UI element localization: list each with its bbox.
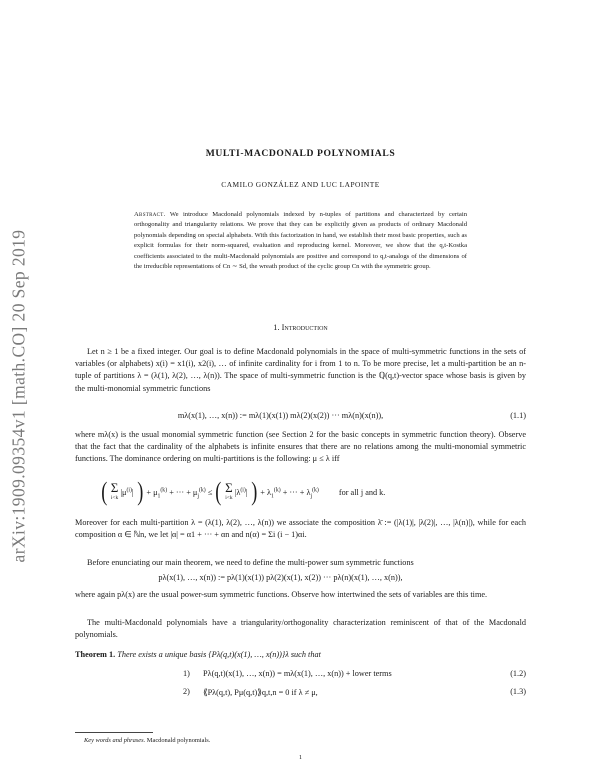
footnote-rule (75, 732, 153, 733)
equation-power-sum-body: pλ(x(1), …, x(n)) := pλ(1)(x(1)) pλ(2)(x(1), x(2)) ··· pλ(n)(x(1), …, x(n)), (158, 573, 403, 582)
paragraph-composition: Moreover for each multi-partition λ = (λ(1), λ(2), …, λ(n)) we associate the composition λ̄ := (|λ(1)|, |λ(2)|, …, |λ(n)|), while for each composition α ∈ ℕn, we let |α| = α1 + ··· + αn and n(α) = Σi (i − 1)αi. (75, 518, 526, 540)
equation-power-sum (75, 573, 526, 587)
paragraph-power-sum: Before enunciating our main theorem, we need to define the multi-power sum symmetric functions (87, 558, 414, 567)
equation-1-3-number: (1.3) (510, 687, 526, 696)
paragraph-dominance: where mλ(x) is the usual monomial symmetric function (see Section 2 for the basic concepts in symmetric function theory). Observe that the fact that the cardinality of the alphabets is infinite ensures that there are no relations among the multi-monomial symmetric functions. The dominance ordering on multi-partitions is the following: μ ≤ λ iff (75, 430, 526, 464)
theorem-item-body: Pλ(q,t)(x(1), …, x(n)) = mλ(x(1), …, x(n)) + lower terms (203, 669, 392, 678)
paragraph-power-sum-note: where again pλ(x) are the usual power-sum symmetric functions. Observe how intertwined the sets of variables are this time. (75, 590, 488, 599)
paragraph-triangularity: The multi-Macdonald polynomials have a triangularity/orthogonality characterization reminiscent of that of the Macdonald polynomials. (75, 618, 526, 640)
paragraph-intro: Let n ≥ 1 be a fixed integer. Our goal is to define Macdonald polynomials in the space of multi-symmetric functions in the sets of variables (or alphabets) x(i) = x1(i), x2(i), … of infinite cardinality for i from 1 to n. To be more precise, let a multi-partition be an n-tuple of partitions λ = (λ(1), λ(2), …, λ(n)). The space of multi-symmetric function is the ℚ(q,t)-vector space whose basis is given by the multi-monomial symmetric functions (75, 347, 526, 393)
section-heading (75, 323, 526, 332)
arxiv-id: arXiv:1909.09354v1 [math.CO] 20 Sep 2019 (8, 229, 29, 562)
theorem-item-label: 2) (183, 687, 190, 696)
equation-1-2-number: (1.2) (510, 669, 526, 678)
arxiv-sidebar-stamp (2, 168, 36, 623)
page-number: 1 (298, 754, 303, 761)
theorem-1 (75, 650, 526, 659)
dominance-inequality: ( Σ i<k $|\mu^{(i)}|$ ) + $\mu_1^{(k)}$ + ··· + $\mu_j^{(k)}$ ≤ ( Σ i<k $|\lambda^{(i)}|$ ) + $\lambda_1^{(k)}$ + ··· + $\lambda_j^{(k)}$ for all j and k. (101, 477, 386, 506)
footnote-label: Key words and phrases. (84, 737, 146, 744)
theorem-heading: Theorem 1. (75, 650, 116, 659)
equation-1-1 (75, 411, 526, 425)
paper-title: MULTI-MACDONALD POLYNOMIALS (205, 148, 396, 159)
dominance-condition: for all j and k. (338, 487, 386, 497)
equation-1-1-body: mλ(x(1), …, x(n)) := mλ(1)(x(1)) mλ(2)(x(2)) ··· mλ(n)(x(n)), (177, 411, 384, 420)
section-title: Introduction (281, 323, 328, 332)
section-number: 1. (273, 323, 280, 332)
abstract-text: We introduce Macdonald polynomials indexed by n-tuples of partitions and characterized by certain orthogonality and triangularity relations. We prove that they can be explicitly given as products of ordinary Macdonald polynomials depending on special alphabets. With this factorization in hand, we establish their most basic properties, such as explicit formulas for their norm-squared, evaluation and reproducing kernel. Moreover, we show that the q,t-Kostka coefficients associated to the multi-Macdonald polynomials are positive and correspond to q,t-analogs of the dimensions of the irreducible representations of Cn ∼ Sd, the wreath product of the cyclic group Cn with the symmetric group. (134, 211, 467, 271)
abstract (134, 210, 467, 272)
theorem-item-2 (75, 687, 526, 701)
footnote-text: Macdonald polynomials. (146, 737, 211, 744)
abstract-label: Abstract. (134, 211, 166, 218)
paper-authors: CAMILO GONZÁLEZ AND LUC LAPOINTE (221, 180, 380, 189)
theorem-statement: There exists a unique basis {Pλ(q,t)(x(1), …, x(n))}λ such that (117, 650, 321, 659)
theorem-item-1 (75, 669, 526, 683)
theorem-item-label: 1) (183, 669, 190, 678)
equation-1-1-number: (1.1) (510, 411, 526, 420)
footnote (84, 737, 524, 744)
theorem-item-body: ⟪Pλ(q,t), Pμ(q,t)⟫q,t,n = 0 if λ ≠ μ, (203, 688, 318, 697)
